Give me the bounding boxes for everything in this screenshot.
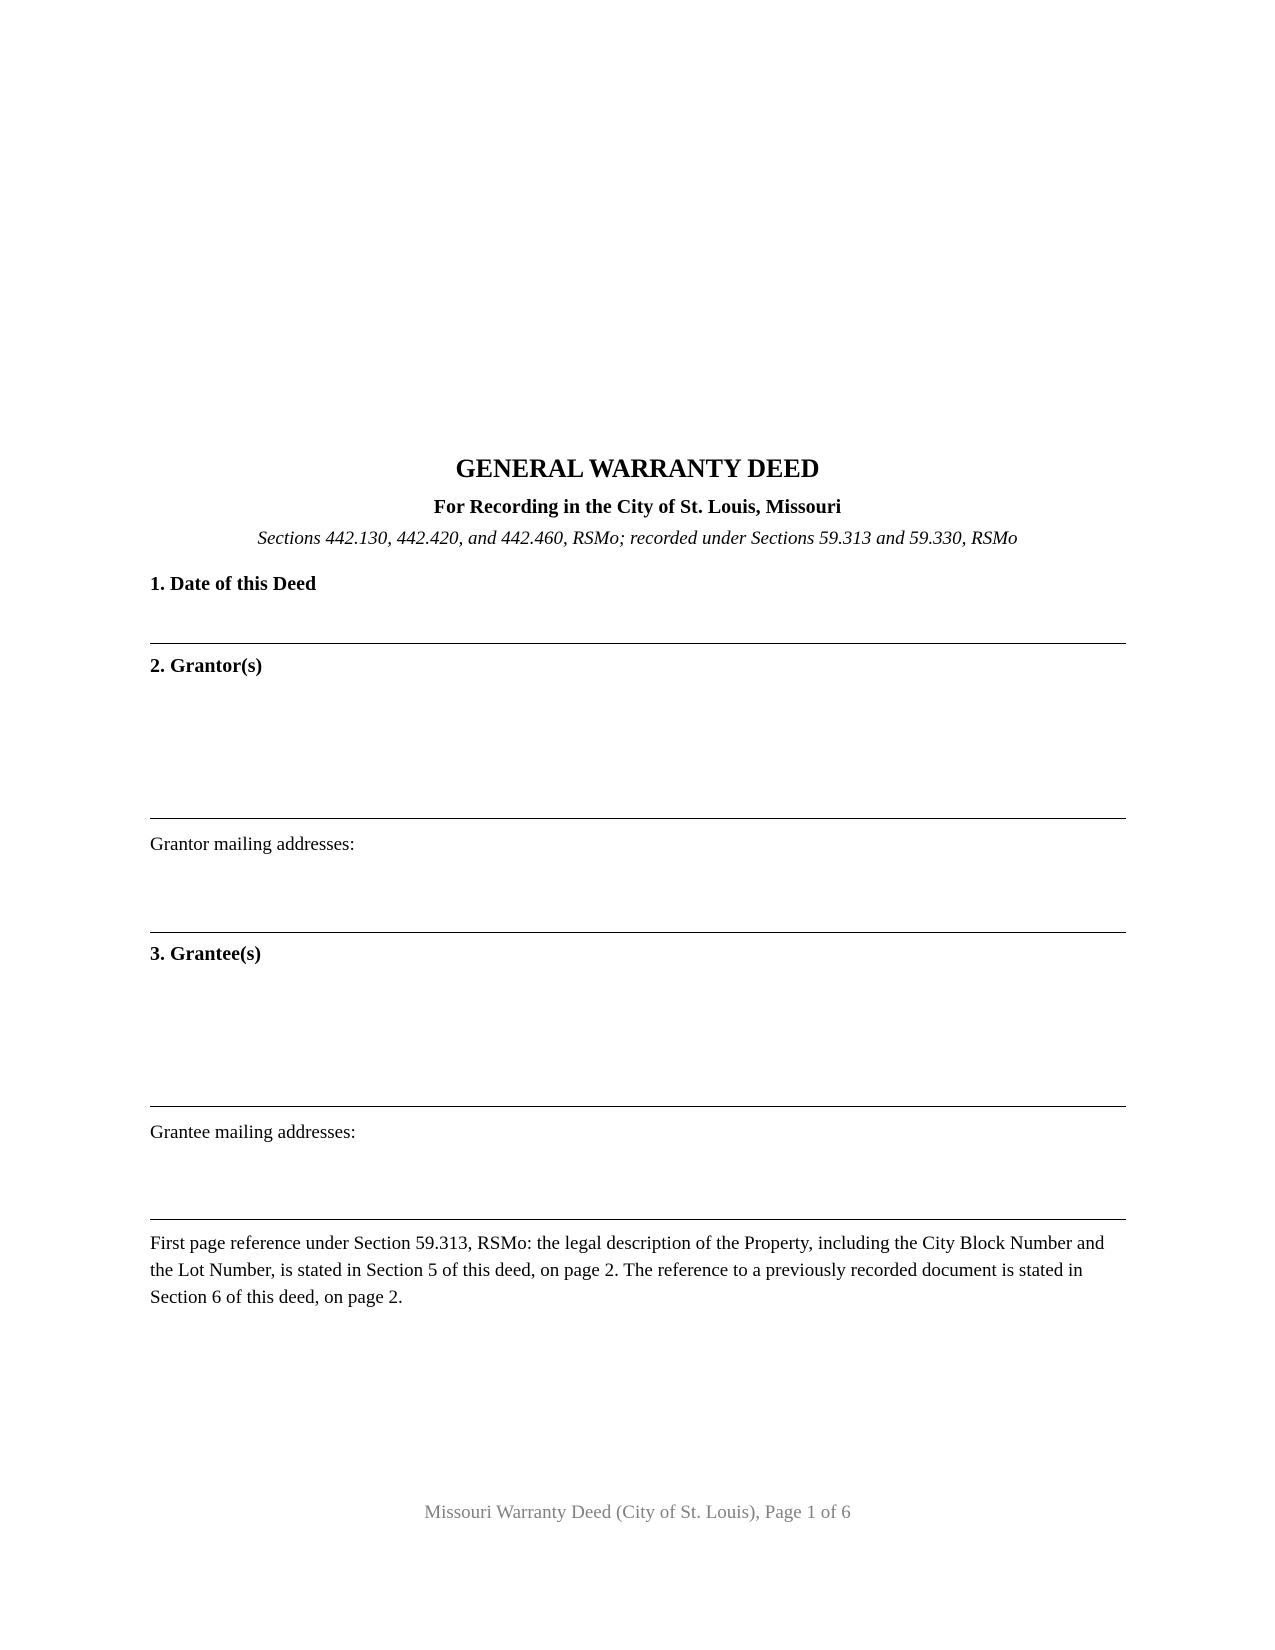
- grantee-mailing-label: Grantee mailing addresses:: [150, 1122, 356, 1143]
- grantor-mailing-entry-line[interactable]: [150, 932, 1126, 933]
- document-title: GENERAL WARRANTY DEED: [455, 454, 820, 483]
- section-grantor-heading: 2. Grantor(s): [150, 655, 263, 677]
- grantee-entry-line[interactable]: [150, 1106, 1126, 1107]
- grantee-mailing-entry-line[interactable]: [150, 1219, 1126, 1220]
- section-date-heading: 1. Date of this Deed: [150, 573, 317, 595]
- section-grantee-heading: 3. Grantee(s): [150, 943, 262, 965]
- grantor-entry-line[interactable]: [150, 818, 1126, 819]
- grantor-mailing-label: Grantor mailing addresses:: [150, 834, 355, 855]
- page-footer: Missouri Warranty Deed (City of St. Louis), Page 1 of 6: [424, 1502, 851, 1523]
- document-subtitle: For Recording in the City of St. Louis, Missouri: [433, 496, 842, 518]
- date-entry-line[interactable]: [150, 643, 1126, 644]
- first-page-reference-note: First page reference under Section 59.313, RSMo: the legal description of the Property, including the City Block Number and the Lot Number, is stated in Section 5 of this deed, on page 2. The reference to a previously recorded document is stated in Section 6 of this deed, on page 2.: [150, 1233, 1105, 1308]
- statute-citation: Sections 442.130, 442.420, and 442.460, RSMo; recorded under Sections 59.313 and 59.330, RSMo: [257, 528, 1018, 549]
